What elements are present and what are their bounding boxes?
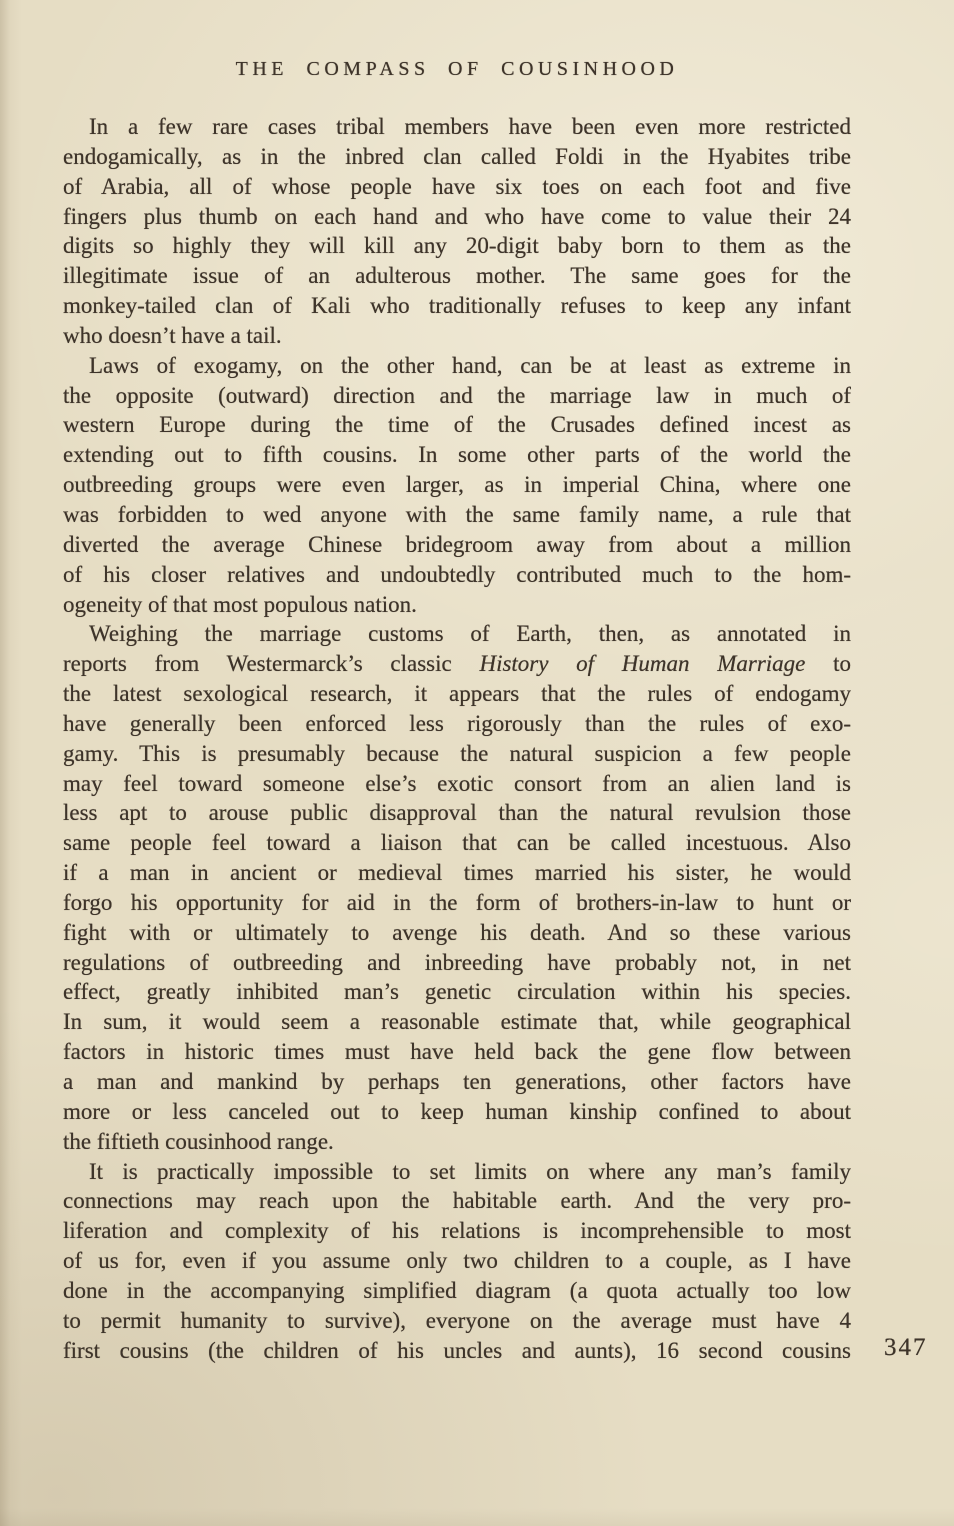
text-segment: monkey-tailed clan of Kali who traditionally refuses to keep any infant	[63, 293, 851, 319]
text-segment: fingers plus thumb on each hand and who have come to value their 24	[63, 203, 851, 229]
text-segment: the latest sexological research, it appears that the rules of endogamy	[63, 681, 851, 707]
text-line	[63, 709, 851, 739]
text-line	[63, 440, 851, 470]
text-line	[63, 977, 851, 1007]
text-segment: of us for, even if you assume only two children to a couple, as I have	[63, 1248, 851, 1274]
text-line	[63, 172, 851, 202]
text-line	[63, 679, 851, 709]
text-segment: if a man in ancient or medieval times married his sister, he would	[63, 860, 851, 886]
text-line	[63, 858, 851, 888]
text-segment: endogamically, as in the inbred clan called Foldi in the Hyabites tribe	[63, 143, 851, 169]
text-line	[63, 1007, 851, 1037]
text-line	[63, 351, 851, 381]
text-segment: to	[805, 651, 851, 677]
text-segment: who doesn’t have a tail.	[63, 322, 282, 348]
text-segment: first cousins (the children of his uncles and aunts), 16 second cousins	[63, 1337, 851, 1363]
text-line	[63, 649, 851, 679]
text-segment: was forbidden to wed anyone with the same family name, a rule that	[63, 501, 851, 527]
page-number: 347	[884, 1334, 928, 1361]
text-segment: to permit humanity to survive), everyone on the average must have 4	[63, 1307, 851, 1333]
text-segment: gamy. This is presumably because the natural suspicion a few people	[63, 740, 851, 766]
text-segment: digits so highly they will kill any 20-digit baby born to them as the	[63, 233, 851, 259]
text-line	[63, 321, 851, 351]
text-line	[63, 560, 851, 590]
text-line	[63, 202, 851, 232]
text-segment: done in the accompanying simplified diagram (a quota actually too low	[63, 1277, 851, 1303]
text-line	[63, 590, 851, 620]
text-line	[63, 1246, 851, 1276]
text-line	[63, 1127, 851, 1157]
text-line	[63, 470, 851, 500]
text-segment: reports from Westermarck’s classic	[63, 651, 480, 677]
text-block	[63, 112, 851, 1365]
text-segment: liferation and complexity of his relations is incomprehensible to most	[63, 1218, 851, 1244]
text-segment: of Arabia, all of whose people have six toes on each foot and five	[63, 173, 851, 199]
text-line	[63, 1097, 851, 1127]
text-segment: Laws of exogamy, on the other hand, can be at least as extreme in	[89, 352, 851, 378]
text-segment: Weighing the marriage customs of Earth, then, as annotated in	[89, 621, 851, 647]
text-segment: may feel toward someone else’s exotic consort from an alien land is	[63, 770, 851, 796]
text-line	[63, 1336, 851, 1366]
text-line	[63, 918, 851, 948]
text-segment: fight with or ultimately to avenge his death. And so these various	[63, 919, 851, 945]
text-line	[63, 410, 851, 440]
text-line	[63, 142, 851, 172]
text-line	[63, 1306, 851, 1336]
text-segment: In sum, it would seem a reasonable estimate that, while geographical	[63, 1009, 851, 1035]
text-segment: In a few rare cases tribal members have been even more restricted	[89, 114, 851, 139]
text-segment: connections may reach upon the habitable earth. And the very pro-	[63, 1188, 851, 1214]
text-line	[63, 381, 851, 411]
text-segment: effect, greatly inhibited man’s genetic circulation within his species.	[63, 979, 851, 1005]
running-header: THE COMPASS OF COUSINHOOD	[235, 58, 679, 80]
text-line	[63, 291, 851, 321]
text-segment: the opposite (outward) direction and the marriage law in much of	[63, 382, 851, 408]
text-line	[63, 769, 851, 799]
text-segment: have generally been enforced less rigorously than the rules of exo-	[63, 710, 851, 736]
text-line	[63, 619, 851, 649]
text-segment: the fiftieth cousinhood range.	[63, 1128, 334, 1154]
text-line	[63, 1186, 851, 1216]
text-segment: diverted the average Chinese bridegroom away from about a million	[63, 531, 851, 557]
text-line	[63, 1067, 851, 1097]
text-segment: a man and mankind by perhaps ten generations, other factors have	[63, 1069, 851, 1094]
text-line	[63, 530, 851, 560]
text-line	[63, 231, 851, 261]
text-line	[63, 112, 851, 142]
text-line	[63, 1216, 851, 1246]
text-line	[63, 261, 851, 291]
text-segment: regulations of outbreeding and inbreeding have probably not, in net	[63, 949, 851, 975]
text-segment: outbreeding groups were even larger, as in imperial China, where one	[63, 472, 851, 498]
text-line	[63, 739, 851, 769]
text-line	[63, 1276, 851, 1306]
text-segment: same people feel toward a liaison that can be called incestuous. Also	[63, 830, 851, 856]
text-line	[63, 1157, 851, 1187]
text-segment: less apt to arouse public disapproval than the natural revulsion those	[63, 800, 851, 826]
text-segment: It is practically impossible to set limits on where any man’s family	[89, 1158, 851, 1184]
text-line	[63, 828, 851, 858]
text-segment: more or less canceled out to keep human kinship confined to about	[63, 1098, 851, 1124]
text-line	[63, 948, 851, 978]
text-segment: illegitimate issue of an adulterous mother. The same goes for the	[63, 263, 851, 289]
text-segment: western Europe during the time of the Crusades defined incest as	[63, 412, 851, 438]
text-line	[63, 888, 851, 918]
text-line	[63, 500, 851, 530]
text-segment: factors in historic times must have held back the gene flow between	[63, 1039, 851, 1065]
text-segment: extending out to fifth cousins. In some other parts of the world the	[63, 442, 851, 468]
text-segment: of his closer relatives and undoubtedly contributed much to the hom-	[63, 561, 851, 587]
text-segment: forgo his opportunity for aid in the form of brothers-in-law to hunt or	[63, 889, 851, 915]
italic-book-title: History of Human Marriage	[479, 651, 806, 677]
text-segment: ogeneity of that most populous nation.	[63, 591, 417, 617]
text-line	[63, 798, 851, 828]
text-line	[63, 1037, 851, 1067]
